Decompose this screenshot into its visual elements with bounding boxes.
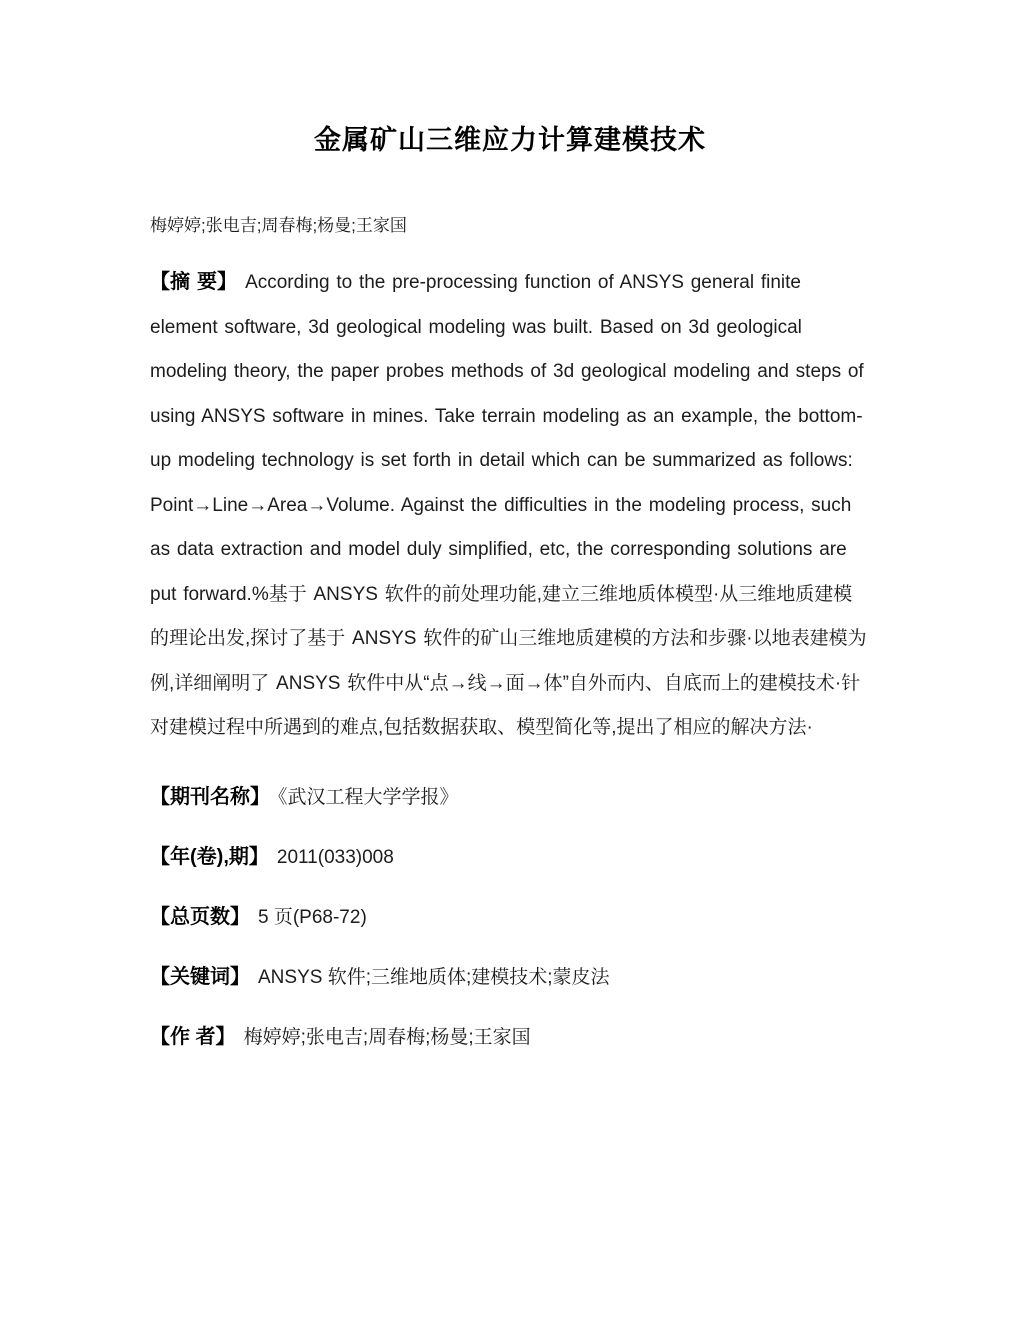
field-journal-name xyxy=(150,785,870,810)
field-authors-value: 梅婷婷;张电吉;周春梅;杨曼;王家国 xyxy=(243,1026,531,1048)
field-total-pages-value: 5 页(P68-72) xyxy=(258,906,367,928)
field-year-volume-issue xyxy=(150,845,870,870)
field-keywords-value: ANSYS 软件;三维地质体;建模技术;蒙皮法 xyxy=(258,966,610,988)
field-authors-label: 【作 者】 xyxy=(150,1025,236,1048)
field-keywords-label: 【关键词】 xyxy=(150,965,250,988)
field-year-volume-issue-label: 【年(卷),期】 xyxy=(150,845,269,868)
field-journal-name-value: 《武汉工程大学学报》 xyxy=(278,786,459,808)
metadata-fields xyxy=(150,785,870,1050)
field-total-pages-label: 【总页数】 xyxy=(150,905,250,928)
field-journal-name-label: 【期刊名称】 xyxy=(150,785,270,808)
abstract-paragraph xyxy=(150,260,870,751)
authors-line: 梅婷婷;张电吉;周春梅;杨曼;王家国 xyxy=(150,216,407,235)
abstract-label: 【摘 要】 xyxy=(150,271,238,293)
field-keywords xyxy=(150,965,870,990)
field-year-volume-issue-value: 2011(033)008 xyxy=(276,846,394,868)
paper-title: 金属矿山三维应力计算建模技术 xyxy=(314,125,706,155)
abstract-text: According to the pre-processing function of ANSYS general finite element software, 3d geological modeling was built. Based on 3d geological modeling theory, the paper probes methods of 3d geological modeling and steps of using ANSYS software in mines. Take terrain modeling as an example, the bottom-up modeling technology is set forth in detail which can be summarized as follows: Point→Line→Area→Volume. Against the difficulties in the modeling process, such as data extraction and model duly simplified, etc, the corresponding solutions are put forward.%基于 ANSYS 软件的前处理功能,建立三维地质体模型·从三维地质建模的理论出发,探讨了基于 ANSYS 软件的矿山三维地质建模的方法和步骤·以地表建模为例,详细阐明了 ANSYS 软件中从“点→线→面→体”自外而内、自底而上的建模技术·针对建模过程中所遇到的难点,包括数据获取、模型简化等,提出了相应的解决方法· xyxy=(150,272,867,738)
field-total-pages xyxy=(150,905,870,930)
field-authors xyxy=(150,1025,870,1050)
